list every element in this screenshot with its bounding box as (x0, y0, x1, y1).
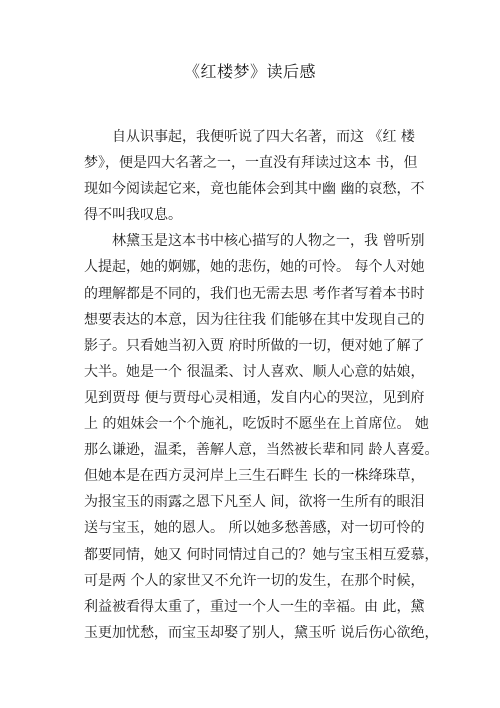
text-line: 都要同情，她又 何时同情过自己的？她与宝玉相互爱慕， (84, 546, 439, 563)
text-line: 可是两 个人的家世又不允许一切的发生，在那个时候， (84, 572, 425, 589)
document-body (84, 124, 439, 646)
text-line: 人提起，她的婀娜，她的悲伤，她的可怜。 每个人对她 (84, 259, 425, 276)
text-line: 自从识事起，我便听说了四大名著，而这 《红 楼 (112, 129, 415, 145)
text-line: 但她本是在西方灵河岸上三生石畔生 长的一株绛珠草， (84, 468, 425, 485)
text-line: 想要表达的本意，因为往往我 们能够在其中发现自己的 (84, 311, 425, 328)
text-line: 玉更加忧愁，而宝玉却娶了别人，黛玉听 说后伤心欲绝， (84, 624, 439, 641)
paragraph-1 (84, 124, 425, 228)
text-line: 林黛玉是这本书中核心描写的人物之一，我 曾听别 (112, 233, 425, 250)
text-line: 见到贾母 便与贾母心灵相通，发自内心的哭泣，见到府 (84, 389, 425, 406)
text-line: 利益被看得太重了，重过一个人一生的幸福。由 此，黛 (84, 598, 425, 615)
text-line: 上 的姐妹会一个个施礼，吃饭时不愿坐在上首席位。 她 (84, 416, 429, 433)
text-line: 送与宝玉，她的恩人。 所以她多愁善感，对一切可怜的 (84, 520, 425, 537)
document-title: 《红楼梦》读后感 (183, 62, 316, 81)
text-line: 的理解都是不同的，我们也无需去思 考作者写着本书时 (84, 285, 425, 302)
text-line: 那么谦逊，温柔，善解人意，当然被长辈和同 龄人喜爱。 (84, 442, 439, 459)
paragraph-2 (84, 228, 439, 646)
text-line: 大半。她是一个 很温柔、讨人喜欢、顺人心意的姑娘， (84, 363, 425, 380)
text-line: 得不叫我叹息。 (84, 207, 182, 224)
text-line: 梦》，便是四大名著之一，一直没有拜读过这本 书，但 (84, 155, 418, 172)
text-line: 为报宝玉的雨露之恩下凡至人 间，欲将一生所有的眼泪 (84, 494, 425, 511)
text-line: 影子。只看她当初入贾 府时所做的一切，便对她了解了 (84, 337, 425, 354)
text-line: 现如今阅读起它来，竟也能体会到其中幽 幽的哀愁，不 (84, 181, 425, 198)
